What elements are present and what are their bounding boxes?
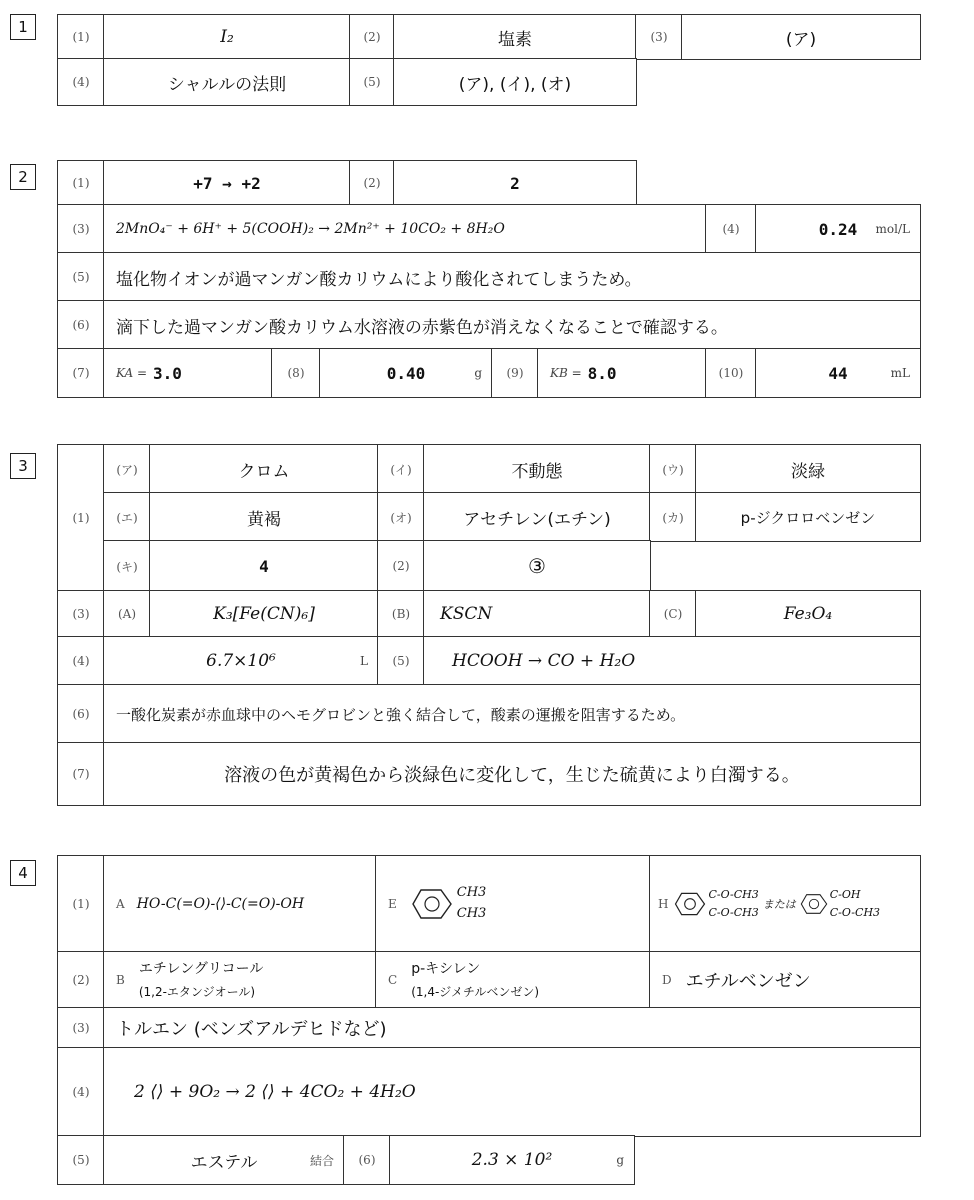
q2-answer-4: 0.24 bbox=[818, 219, 858, 239]
q4-cell-D bbox=[649, 951, 921, 1009]
q4-answer-C bbox=[411, 958, 539, 1002]
q1-answer-2: 塩素 bbox=[393, 14, 637, 60]
benzene-ring-icon bbox=[800, 891, 828, 917]
q4-struct-E bbox=[457, 883, 487, 925]
q4-cell-B bbox=[103, 951, 377, 1009]
q4-cell-C bbox=[375, 951, 651, 1009]
q2-ka-label: KA = bbox=[116, 366, 148, 380]
q4-answer-B bbox=[139, 958, 264, 1002]
q4-label-6: (6) bbox=[343, 1135, 391, 1185]
q2-label-1: (1) bbox=[57, 160, 105, 206]
q4-struct-H-b bbox=[830, 886, 880, 921]
q1-answer-4: シャルルの法則 bbox=[103, 58, 351, 106]
q2-unit-4: mol/L bbox=[875, 222, 910, 236]
q2-answer-6: 滴下した過マンガン酸カリウム水溶液の赤紫色が消えなくなることで確認する。 bbox=[103, 300, 921, 350]
q3-answer-a: クロム bbox=[149, 444, 379, 494]
q4-answer-D: エチルベンゼン bbox=[685, 971, 811, 992]
q4-struct-E-1: CH3 bbox=[456, 885, 487, 901]
q2-answer-2: 2 bbox=[393, 160, 637, 206]
q4-cell-H bbox=[649, 855, 921, 953]
q4-unit-6: g bbox=[616, 1153, 624, 1167]
q1-label-4: (4) bbox=[57, 58, 105, 106]
q4-struct-H-1: C-O-CH3 bbox=[708, 888, 759, 902]
q3-answer-7: 溶液の色が黄褐色から淡緑色に変化して，生じた硫黄により白濁する。 bbox=[103, 742, 921, 806]
q2-kb-label: KB = bbox=[550, 366, 582, 380]
q3-answer-A: K₃[Fe(CN)₆] bbox=[149, 590, 379, 638]
q2-label-6: (6) bbox=[57, 300, 105, 350]
q2-label-8: (8) bbox=[271, 348, 321, 398]
q3-sub-i: (イ) bbox=[377, 444, 425, 494]
q2-answer-9: 8.0 bbox=[587, 363, 617, 383]
q4-or-text: または bbox=[762, 898, 796, 911]
q2-answer-10: 44 bbox=[828, 363, 848, 383]
q4-key-A: A bbox=[116, 897, 125, 911]
q3-sub-ki: (キ) bbox=[103, 540, 151, 592]
q3-sub-a: (ア) bbox=[103, 444, 151, 494]
q4-struct-A: HO-C(=O)-⟨⟩-C(=O)-OH bbox=[136, 896, 305, 912]
q2-answer-1: +7 → +2 bbox=[103, 160, 351, 206]
q3-answer-4-cell bbox=[103, 636, 379, 686]
q3-sub-o: (オ) bbox=[377, 492, 425, 542]
q4-struct-H-3: C-OH bbox=[829, 888, 861, 902]
q4-key-C: C bbox=[388, 973, 398, 987]
q4-label-3: (3) bbox=[57, 1007, 105, 1049]
q3-sub-A: (A) bbox=[103, 590, 151, 638]
q2-answer-4-cell bbox=[755, 204, 921, 254]
q4-B-name: エチレングリコール bbox=[138, 960, 264, 977]
q3-sub-u: (ウ) bbox=[649, 444, 697, 494]
q4-key-E: E bbox=[388, 897, 397, 911]
q2-answer-7: 3.0 bbox=[153, 363, 182, 383]
benzene-ring-icon bbox=[411, 886, 453, 922]
q2-label-7: (7) bbox=[57, 348, 105, 398]
q4-answer-5-cell bbox=[103, 1135, 345, 1185]
q4-answer-4: 2 ⟨⟩ + 9O₂ → 2 ⟨⟩ + 4CO₂ + 4H₂O bbox=[103, 1047, 921, 1137]
q3-answer-o: アセチレン(エチン) bbox=[423, 492, 651, 542]
q3-answer-u: 淡緑 bbox=[695, 444, 921, 494]
q2-answer-7-cell bbox=[103, 348, 273, 398]
q4-answer-6-cell bbox=[389, 1135, 635, 1185]
question-number-3: 3 bbox=[10, 453, 36, 479]
q3-unit-4: L bbox=[360, 654, 368, 668]
q2-label-3: (3) bbox=[57, 204, 105, 254]
q4-cell-A bbox=[103, 855, 377, 953]
q3-label-7: (7) bbox=[57, 742, 105, 806]
q3-answer-i: 不動態 bbox=[423, 444, 651, 494]
q3-answer-ki: 4 bbox=[149, 540, 379, 592]
q3-answer-2: ③ bbox=[423, 540, 651, 592]
question-number-4: 4 bbox=[10, 860, 36, 886]
q4-label-5: (5) bbox=[57, 1135, 105, 1185]
q1-answer-3: (ア) bbox=[681, 14, 921, 60]
q4-answer-3: トルエン (ベンズアルデヒドなど) bbox=[103, 1007, 921, 1049]
q1-answer-5: (ア), (イ), (オ) bbox=[393, 58, 637, 106]
q3-label-2: (2) bbox=[377, 540, 425, 592]
q3-label-3: (3) bbox=[57, 590, 105, 638]
q3-label-6: (6) bbox=[57, 684, 105, 744]
q3-answer-C: Fe₃O₄ bbox=[695, 590, 921, 638]
q2-label-4: (4) bbox=[705, 204, 757, 254]
q4-unit-5: 結合 bbox=[309, 1153, 334, 1168]
q3-sub-e: (エ) bbox=[103, 492, 151, 542]
q3-label-4: (4) bbox=[57, 636, 105, 686]
q4-label-2: (2) bbox=[57, 951, 105, 1009]
q4-cell-E bbox=[375, 855, 651, 953]
q3-label-1: (1) bbox=[57, 444, 105, 592]
q4-C-sub: (1,4-ジメチルベンゼン) bbox=[411, 984, 540, 999]
q2-label-5: (5) bbox=[57, 252, 105, 302]
question-number-1: 1 bbox=[10, 14, 36, 40]
q1-label-2: (2) bbox=[349, 14, 395, 60]
q3-answer-ka: p-ジクロロベンゼン bbox=[695, 492, 921, 542]
q3-sub-ka: (カ) bbox=[649, 492, 697, 542]
q4-key-D: D bbox=[662, 973, 672, 987]
q2-answer-5: 塩化物イオンが過マンガン酸カリウムにより酸化されてしまうため。 bbox=[103, 252, 921, 302]
q2-unit-8: g bbox=[474, 366, 482, 380]
q4-C-name: p-キシレン bbox=[411, 960, 481, 977]
q4-struct-E-2: CH3 bbox=[456, 906, 487, 921]
q2-label-2: (2) bbox=[349, 160, 395, 206]
q3-label-5: (5) bbox=[377, 636, 425, 686]
q3-sub-C: (C) bbox=[649, 590, 697, 638]
q2-answer-8: 0.40 bbox=[386, 363, 426, 383]
q4-struct-H-4: C-O-CH3 bbox=[829, 906, 881, 919]
q4-key-H: H bbox=[658, 897, 669, 911]
q2-unit-10: mL bbox=[890, 366, 910, 380]
q3-sub-B: (B) bbox=[377, 590, 425, 638]
q3-answer-5: HCOOH → CO + H₂O bbox=[423, 636, 921, 686]
q2-answer-3: 2MnO₄⁻ + 6H⁺ + 5(COOH)₂ → 2Mn²⁺ + 10CO₂ + 8H₂O bbox=[103, 204, 707, 254]
q1-label-1: (1) bbox=[57, 14, 105, 60]
q2-label-10: (10) bbox=[705, 348, 757, 398]
q4-answer-5: エステル bbox=[190, 1152, 258, 1173]
q2-answer-8-cell bbox=[319, 348, 493, 398]
benzene-ring-icon bbox=[674, 890, 706, 918]
question-number-2: 2 bbox=[10, 164, 36, 190]
q4-struct-H-2: C-O-CH3 bbox=[708, 906, 759, 919]
q4-label-4: (4) bbox=[57, 1047, 105, 1137]
q2-label-9: (9) bbox=[491, 348, 539, 398]
q3-answer-6: 一酸化炭素が赤血球中のヘモグロビンと強く結合して，酸素の運搬を阻害するため。 bbox=[103, 684, 921, 744]
q3-answer-e: 黄褐 bbox=[149, 492, 379, 542]
q3-answer-4: 6.7×10⁶ bbox=[206, 651, 276, 671]
q3-answer-B: KSCN bbox=[423, 590, 651, 638]
q4-key-B: B bbox=[116, 973, 125, 987]
q2-answer-10-cell bbox=[755, 348, 921, 398]
q4-B-sub: (1,2-エタンジオール) bbox=[138, 984, 256, 999]
q1-answer-1: I₂ bbox=[103, 14, 351, 60]
q4-struct-H-a bbox=[708, 886, 758, 921]
q1-label-3: (3) bbox=[635, 14, 683, 60]
q1-label-5: (5) bbox=[349, 58, 395, 106]
q2-answer-9-cell bbox=[537, 348, 707, 398]
q4-answer-6: 2.3 × 10² bbox=[471, 1150, 553, 1170]
q4-label-1: (1) bbox=[57, 855, 105, 953]
